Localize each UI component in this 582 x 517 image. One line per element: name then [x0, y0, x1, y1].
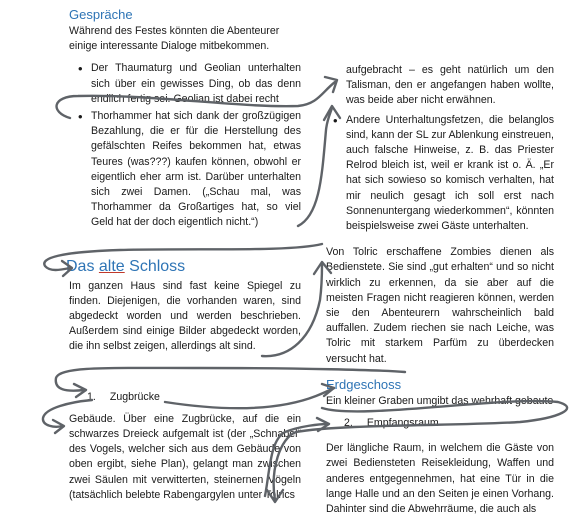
dialogue-list-continued — [326, 113, 554, 235]
arrowhead — [53, 420, 64, 433]
heading-schloss-pre: Das — [66, 257, 99, 275]
heading-das-alte-schloss — [66, 257, 301, 277]
heading-gespraeche: Gespräche — [69, 7, 133, 22]
tolric-paragraph: Von Tolric erschaffene Zombies dienen als Bedienstete. Sie sind „gut erhalten“ und so nicht wirklich zu erkennen, da sie aber auf die meisten Fragen nicht reagieren können, werden sie den Abenteurern wahrscheinlich bald auffallen. Zudem riechen sie nach Leiche, was Tolric mit starkem Parfüm zu überdecken versucht hat. — [326, 246, 554, 365]
item-label: Empfangsraum — [366, 417, 439, 430]
numbered-item-empfangsraum — [326, 416, 554, 431]
numbered-item-zugbruecke — [69, 390, 301, 405]
bullet-continuation: aufgebracht – es geht natürlich um den Talisman, den er angefangen haben wollte, was beide aber nicht erwähnen. — [346, 64, 554, 107]
heading-schloss-alt: alte — [98, 257, 125, 275]
raum-paragraph: Der längliche Raum, in welchem die Gäste von zwei Bediensteten Reisekleidung, Waffen und anderes entgegennehmen, hat eine Tür in die lange Halle und an den Seiten je einen Vorhang. Dahinter sind die Abwehrräume, die auch als — [326, 442, 554, 516]
heading-erdgeschoss: Erdgeschoss — [326, 376, 402, 392]
item-number: 1. — [87, 390, 96, 403]
heading-schloss-post: Schloss — [124, 257, 186, 275]
gebaeude-paragraph: Gebäude. Über eine Zugbrücke, auf die ein schwarzes Dreieck aufgemalt ist (der „Schnabel“ des Vogels, welcher sich aus dem Gebäude von oben ergibt, siehe Plan), gelangt man zwischen zwei Säulen mit verwitterten, steinernen Vögeln (tatsächlich belebte Rabengargylen unter Tolrics — [69, 412, 301, 501]
item-number: 2. — [344, 417, 353, 430]
list-item: • Thorhammer hat sich dank der großzügigen Bezahlung, die er für die Herstellung des gefälschten Reifes bekommen hat, etwas Teures (was???) kaufen können, obwohl er eigentlich eher arm ist. Darüber unterhalten sich zwei Damen. („Schau mal, was Thorhammer da Großartiges hat, so viel Geld hat der doch eigentlich nicht.“) — [71, 109, 301, 231]
dialogue-list — [69, 61, 301, 230]
schloss-paragraph: Im ganzen Haus sind fast keine Spiegel zu finden. Diejenigen, die vorhanden waren, sind abgedeckt worden und werden beschrieben. Außerdem sind einige Bilder abgedeckt worden, die ihn selbst zeigen, allerdings alt sind. — [69, 279, 301, 353]
graben-paragraph: Ein kleiner Graben umgibt das wehrhaft gebaute — [326, 394, 554, 407]
right-column — [326, 63, 554, 517]
list-item: • Andere Unterhaltungsfetzen, die belanglos sind, kann der SL zur Ablenkung einstreuen, auch falsche Hinweise, z. B. das Priester Relrod bleich ist, weil er krank ist o. Ä. „Er hat sich sowieso so komisch verhalten, hat mir neulich gesagt ich soll erst nach Sonnenuntergang wiederkommen“, könnten beispielsweise zwei Gäste unterhalten. — [326, 113, 554, 235]
list-item: • Der Thaumaturg und Geolian unterhalten sich über ein gewisses Ding, ob das denn endlich fertig sei. Geolian ist dabei recht — [71, 61, 301, 107]
left-column — [66, 7, 301, 503]
item-label: Zugbrücke — [109, 390, 160, 403]
intro-paragraph: Während des Festes könnten die Abenteurer einige interessante Dialoge mitbekommen. — [69, 25, 280, 53]
